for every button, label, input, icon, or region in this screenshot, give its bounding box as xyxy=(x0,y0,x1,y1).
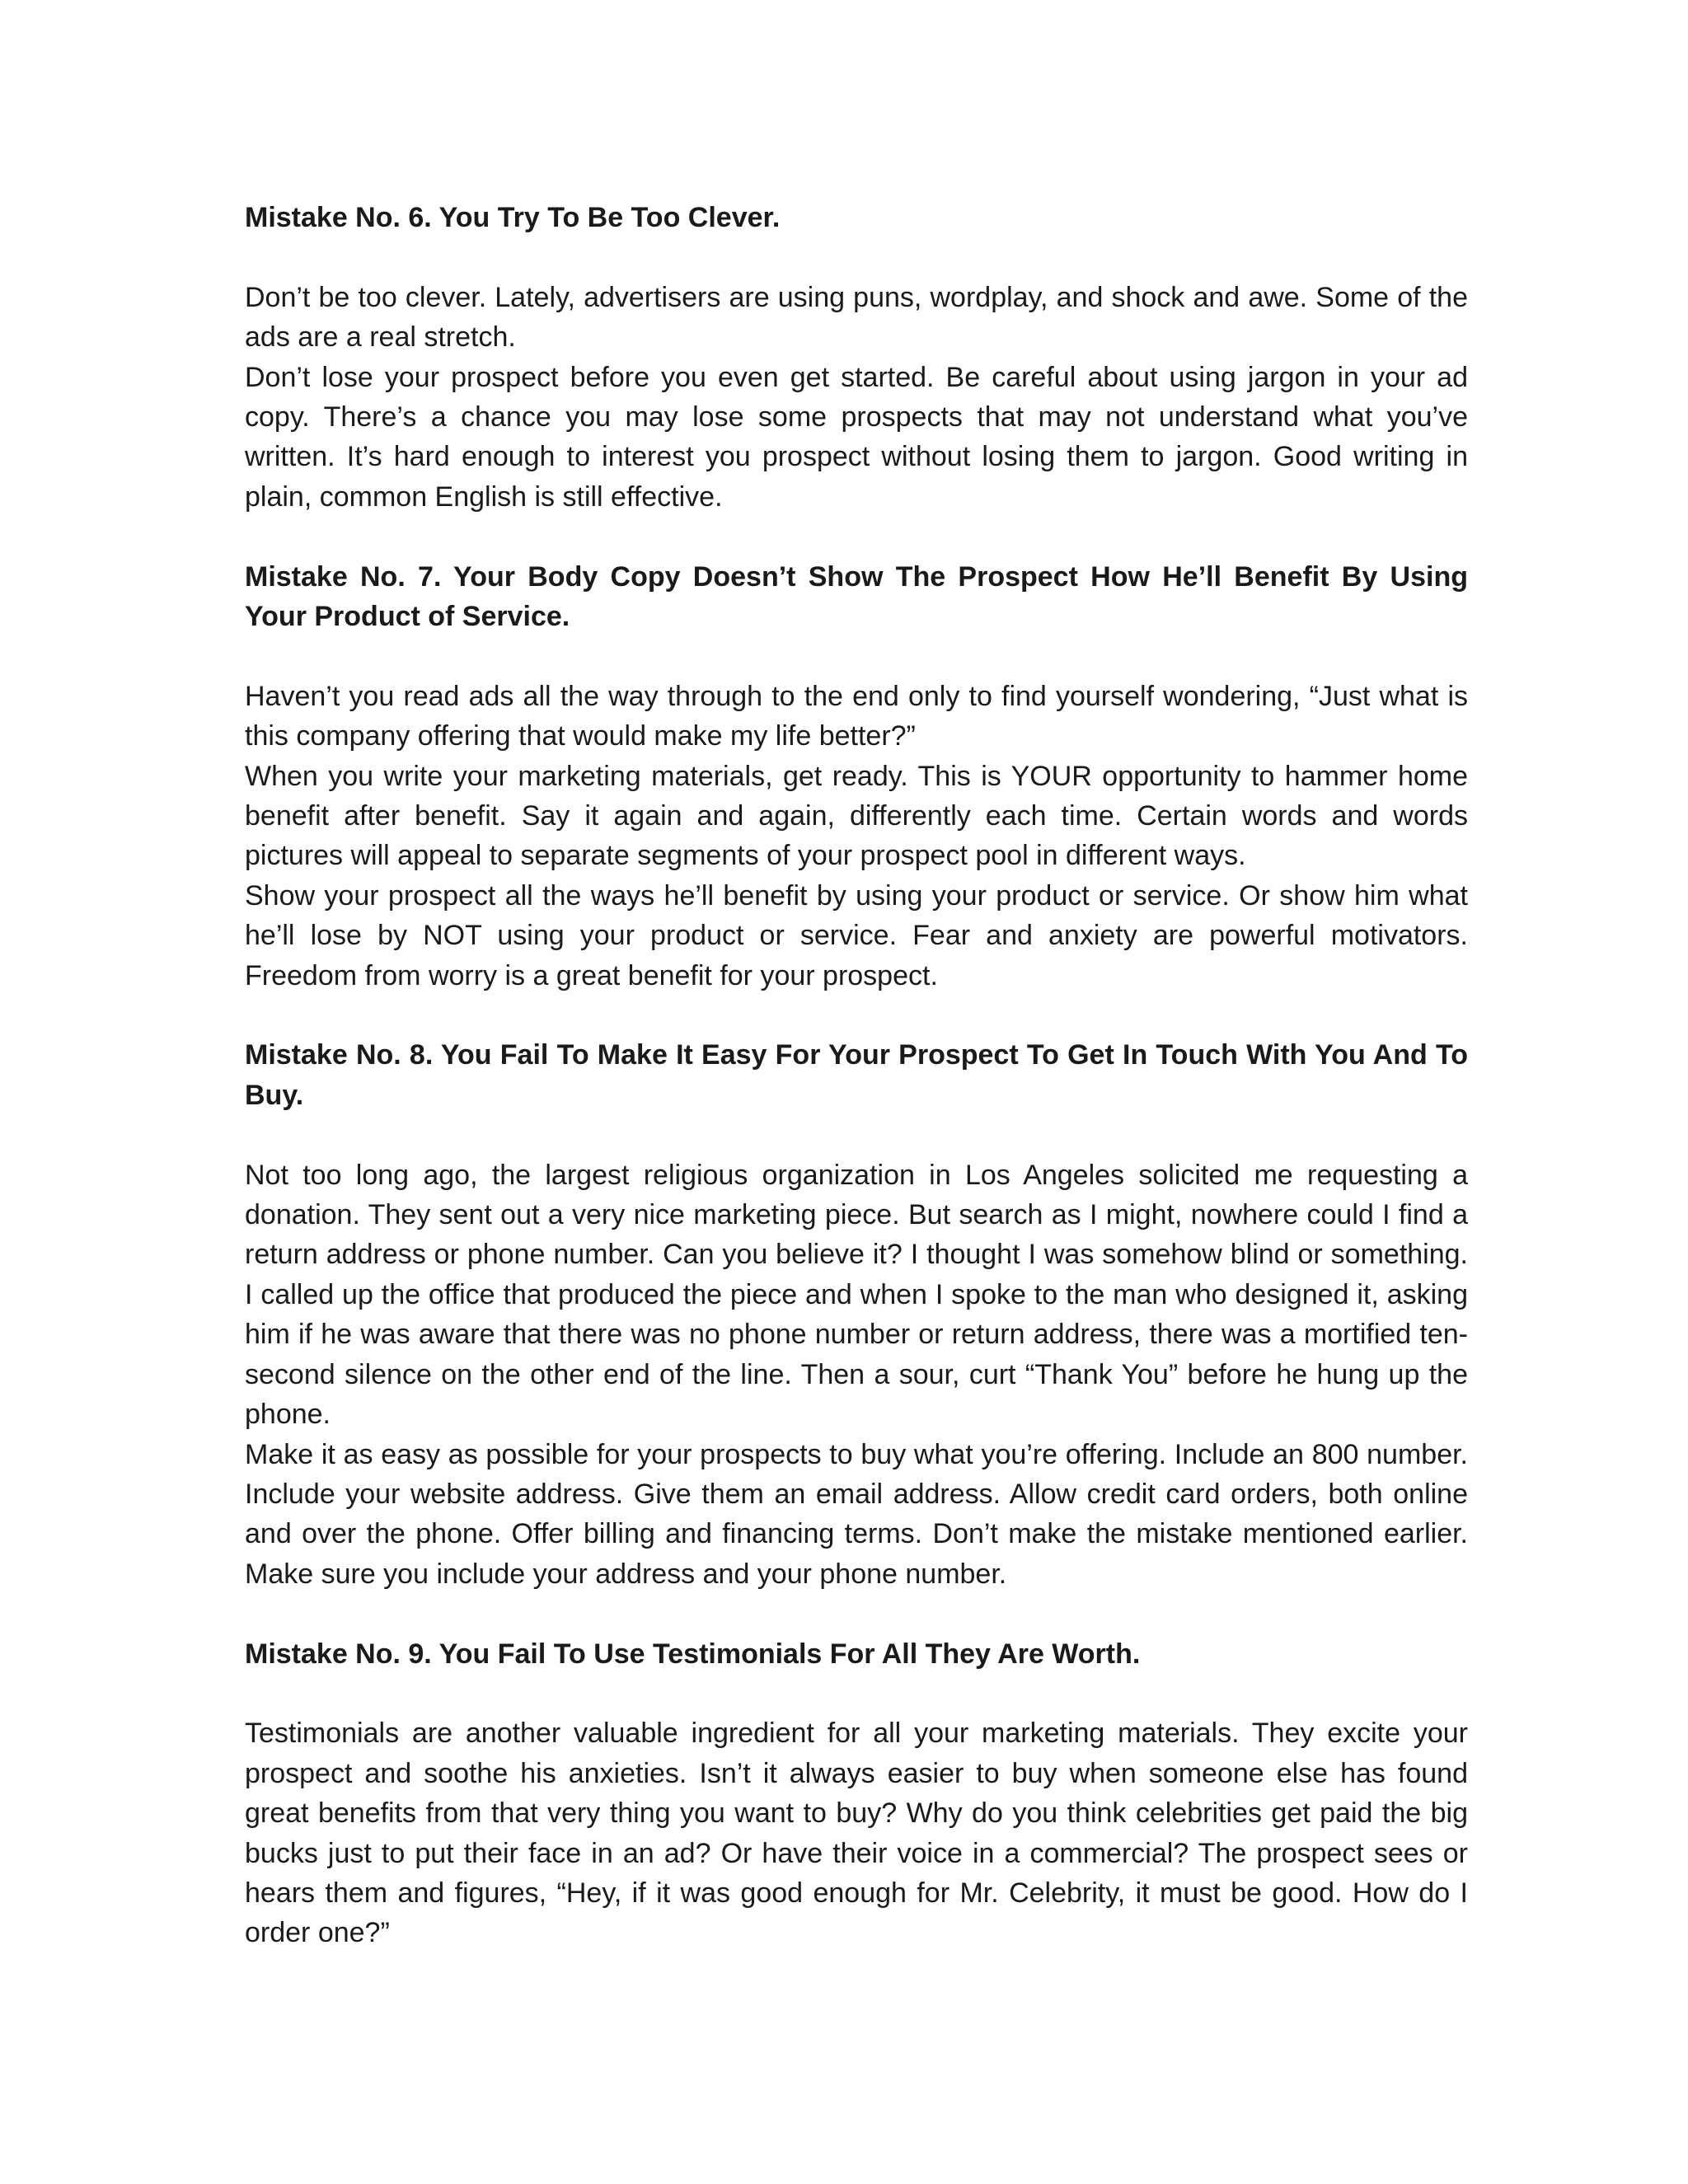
section-mistake-7 xyxy=(245,557,1468,996)
paragraph: Haven’t you read ads all the way through to the end only to find yourself wondering, “Just what is this company offering that would make my life better?” xyxy=(245,680,1468,752)
document-page xyxy=(245,198,1468,1993)
section-mistake-6 xyxy=(245,198,1468,517)
section-heading: Mistake No. 7. Your Body Copy Doesn’t Show The Prospect How He’ll Benefit By Using Your Product of Service. xyxy=(245,560,1468,633)
section-heading: Mistake No. 8. You Fail To Make It Easy For Your Prospect To Get In Touch With You And To Buy. xyxy=(245,1039,1468,1111)
paragraph: When you write your marketing materials, get ready. This is YOUR opportunity to hammer home benefit after benefit. Say it again and again, differently each time. Certain words and words pictures will appeal to separate segments of your prospect pool in different ways. xyxy=(245,760,1468,872)
paragraph: Don’t be too clever. Lately, advertisers are using puns, wordplay, and shock and awe. Some of the ads are a real stretch. xyxy=(245,281,1468,354)
paragraph: Make it as easy as possible for your prospects to buy what you’re offering. Include an 800 number. Include your website address. Give them an email address. Allow credit card orders, both online and over the phone. Offer billing and financing terms. Don’t make the mistake mentioned earlier. Make sure you include your address and your phone number. xyxy=(245,1438,1468,1590)
section-mistake-8 xyxy=(245,1035,1468,1594)
section-heading: Mistake No. 9. You Fail To Use Testimonials For All They Are Worth. xyxy=(245,1638,1141,1670)
paragraph: Show your prospect all the ways he’ll benefit by using your product or service. Or show him what he’ll lose by NOT using your product or service. Fear and anxiety are powerful motivators. Freedom from worry is a great benefit for your prospect. xyxy=(245,879,1468,991)
paragraph: Testimonials are another valuable ingredient for all your marketing materials. They excite your prospect and soothe his anxieties. Isn’t it always easier to buy when someone else has found great benefits from that very thing you want to buy? Why do you think celebrities get paid the big bucks just to put their face in an ad? Or have their voice in a commercial? The prospect sees or hears them and figures, “Hey, if it was good enough for Mr. Celebrity, it must be good. How do I order one?” xyxy=(245,1718,1468,1949)
paragraph: Don’t lose your prospect before you even get started. Be careful about using jargon in your ad copy. There’s a chance you may lose some prospects that may not understand what you’ve written. It’s hard enough to interest you prospect without losing them to jargon. Good writing in plain, common English is still effective. xyxy=(245,361,1468,513)
paragraph: Not too long ago, the largest religious organization in Los Angeles solicited me requesting a donation. They sent out a very nice marketing piece. But search as I might, nowhere could I find a return address or phone number. Can you believe it? I thought I was somehow blind or something. I called up the office that produced the piece and when I spoke to the man who designed it, asking him if he was aware that there was no phone number or return address, there was a mortified ten-second silence on the other end of the line. Then a sour, curt “Thank You” before he hung up the phone. xyxy=(245,1159,1468,1431)
section-mistake-9 xyxy=(245,1634,1468,1953)
section-heading: Mistake No. 6. You Try To Be Too Clever. xyxy=(245,202,781,233)
